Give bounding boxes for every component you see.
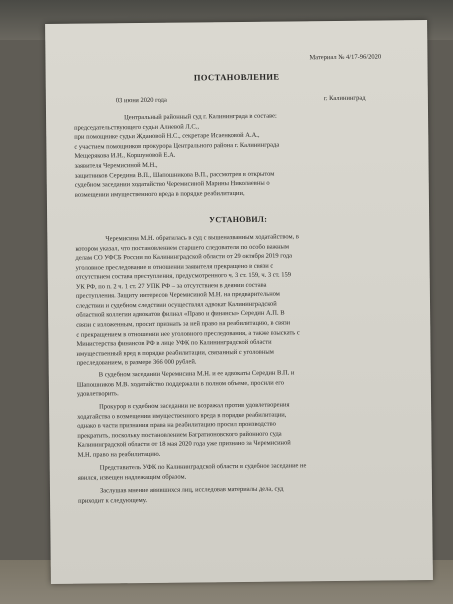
- intro-line: судебном заседании ходатайство Черемисиной Марины Николаевны о: [74, 179, 270, 189]
- intro-line: возмещении имущественного вреда в порядке реабилитации,: [74, 189, 245, 199]
- paragraph-1-line: следствии и судебном следствии осуществлял адвокат Калининградской: [75, 300, 277, 310]
- paragraph-3-line: прекратить, поскольку постановлением Багратионовского районного суда: [77, 430, 282, 440]
- paragraph-1-line: связи с изложенным, просит признать за ней право на реабилитацию, в связи: [76, 319, 291, 329]
- intro-line: заявителя Черемисиной М.Н.,: [74, 161, 158, 170]
- paragraph-1-line: уголовное преследование в отношении заявителя прекращено в связи с: [75, 262, 274, 272]
- intro-line: Центральный районный суд г. Калининграда в составе:: [124, 112, 277, 122]
- intro-line: Мещерякова И.Н., Коршуновой Е.А.: [74, 152, 176, 161]
- document-city: г. Калининград: [323, 94, 366, 103]
- paragraph-3-line: Калининградской области от 18 мая 2020 года уже признано за Черемисиной: [77, 439, 291, 450]
- paragraph-1-line: УК РФ, по п. 2 ч. 1 ст. 27 УПК РФ – за отсутствием в деянии состава: [75, 281, 267, 291]
- intro-line: при помощнике судьи Ждановой Н.С., секретаре Исаенковой А.А.,: [74, 131, 260, 141]
- paragraph-3-line: ходатайства о возмещении имущественного вреда в порядке реабилитации,: [77, 411, 287, 421]
- paragraph-1-line: преступления. Защиту интересов Черемисиной М.Н. на предварительном: [75, 290, 280, 301]
- paragraph-3-line: однако в части признания права на реабилитацию просил производство: [77, 420, 276, 430]
- paragraph-1-line: имущественный вред в порядке реабилитации, связанный с уголовным: [76, 348, 274, 358]
- paragraph-2-line: В судебном заседании Черемисина М.Н. и ее адвокаты Середин В.П. и: [98, 369, 295, 379]
- intro-line: с участием помощников прокурора Центрального района г. Калининграда: [74, 141, 280, 151]
- paragraph-1-line: областной коллегии адвокатов филиал «Право и финансы» Середин А.П. В: [76, 309, 285, 320]
- paragraph-1-line: отсутствием состава преступления, предусмотренного ч. 3 ст. 159, ч. 3 ст. 159: [75, 271, 292, 281]
- paragraph-1-line: с прекращением в отношении нее уголовного преследования, а также взыскать с: [76, 328, 300, 339]
- paragraph-4-line: Представитель УФК по Калининградской области в судебное заседание не: [99, 462, 307, 472]
- document-page: [45, 20, 433, 584]
- paragraph-3-line: М.Н. право на реабилитацию.: [77, 450, 161, 459]
- paragraph-1-line: Черемисина М.Н. обратилась в суд с вышеназванным ходатайством, в: [105, 233, 299, 243]
- document-title: ПОСТАНОВЛЕНИЕ: [193, 71, 280, 83]
- paragraph-2-line: Шапошников М.В. ходатайство поддержали в полном объеме, просили его: [76, 379, 285, 389]
- paragraph-1-line: преследованием, в размере 366 000 рублей.: [76, 358, 197, 367]
- paragraph-3-line: Прокурор в судебном заседании не возражал против удовлетворения: [99, 401, 290, 411]
- document-date: 03 июня 2020 года: [115, 96, 167, 105]
- paragraph-1-line: Министерства финансов РФ в лице УФК по Калининградской области: [76, 338, 272, 348]
- paragraph-5-line: приходит к следующему.: [78, 496, 147, 505]
- paragraph-5-line: Заслушав мнение явившихся лиц, исследовав материалы дела, суд: [99, 485, 284, 495]
- intro-line: председательствующего судьи Алиевой Л.С.,: [74, 123, 200, 132]
- paragraph-2-line: удовлетворить.: [76, 390, 119, 398]
- paragraph-4-line: явился, извещен надлежащим образом.: [77, 473, 187, 482]
- established-heading: УСТАНОВИЛ:: [209, 214, 268, 225]
- paragraph-1-line: котором указал, что постановлением старшего следователя по особо важным: [75, 243, 290, 253]
- paragraph-1-line: делам СО УФСБ России по Калининградской области от 29 октября 2019 года: [75, 252, 293, 262]
- material-number: Материал № 4/17-96/2020: [309, 53, 382, 62]
- intro-line: защитников Середина В.П., Шапошникова В.П., рассмотрев в открытом: [74, 170, 275, 180]
